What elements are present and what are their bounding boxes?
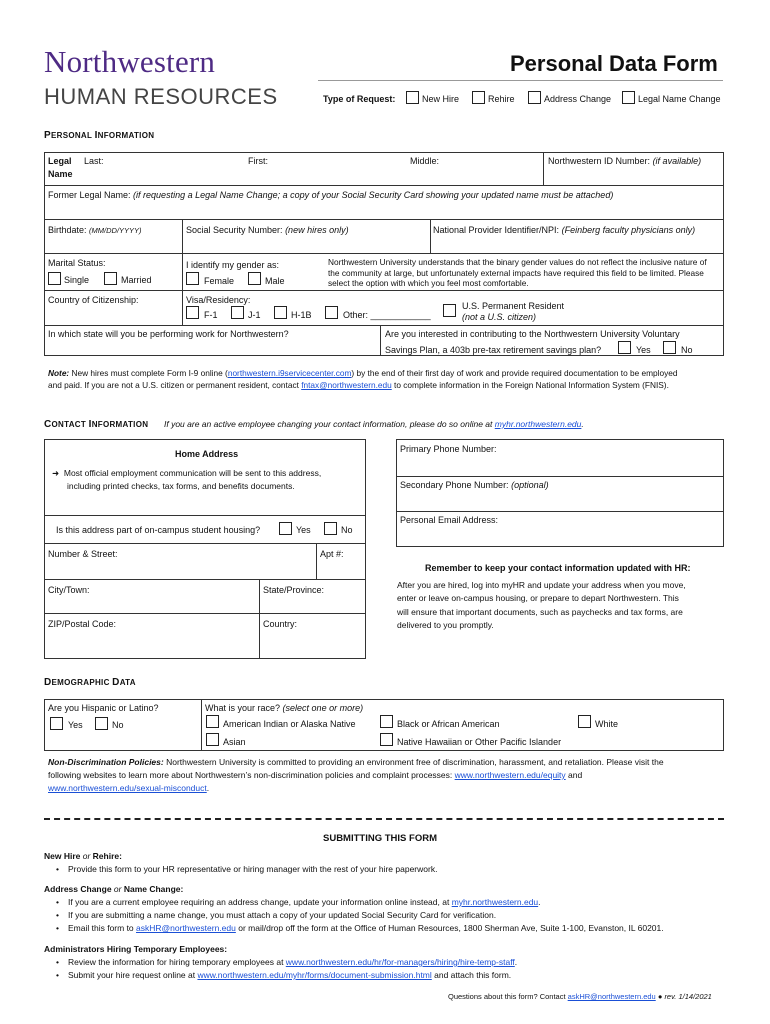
savings-plan-question-2: Savings Plan, a 403b pre-tax retirement savings plan? (385, 345, 602, 355)
campus-no-label: No (341, 525, 353, 535)
address-change-checkbox[interactable] (528, 91, 541, 104)
single-label: Single (64, 275, 90, 285)
female-label: Female (204, 276, 235, 286)
gender-note: Northwestern University understands that the binary gender values do not reflect the inclusive nature of the community at large, but unfortunately external impacts have required this field to be limited. Please select the option with which you feel most comfortable. (328, 257, 707, 288)
other-visa-field[interactable]: Other: ____________ (343, 310, 431, 320)
col-divider (182, 219, 183, 325)
visa-label: Visa/Residency: (186, 295, 251, 305)
row-divider (44, 185, 724, 186)
i9-link[interactable]: northwestern.i9servicecenter.com (227, 368, 352, 378)
race-american-indian-checkbox[interactable] (206, 715, 219, 728)
race-black-checkbox[interactable] (380, 715, 393, 728)
row-divider (396, 511, 724, 512)
former-legal-name-field[interactable]: Former Legal Name: (if requesting a Legal Name Change; a copy of your Social Security Card showing your updated name must be attached) (48, 190, 614, 200)
row-divider (44, 219, 724, 220)
middle-name-field[interactable]: Middle: (410, 156, 440, 166)
page-title: Personal Data Form (510, 51, 718, 76)
logo-human-resources: HUMAN RESOURCES (44, 84, 278, 109)
first-name-field[interactable]: First: (248, 156, 268, 166)
contact-info-heading: CONTACT INFORMATION (44, 419, 149, 430)
last-name-field[interactable]: Last: (84, 156, 104, 166)
document-submission-link[interactable]: www.northwestern.edu/myhr/forms/document-submission.html (197, 970, 432, 980)
birthdate-field[interactable]: Birthdate: (MM/DD/YYYY) (48, 225, 142, 235)
row-divider (44, 253, 724, 254)
row-divider (44, 515, 366, 516)
hispanic-yes-checkbox[interactable] (50, 717, 63, 730)
admin-instruction-1: • Review the information for hiring temporary employees at www.northwestern.edu/hr/for-managers/hiring/hire-temp-staff. (68, 957, 517, 967)
legal-name-change-label: Legal Name Change (638, 94, 721, 104)
male-checkbox[interactable] (248, 272, 261, 285)
newhire-instruction: • Provide this form to your HR representative or hiring manager with the rest of your hire paperwork. (68, 864, 437, 874)
col-divider (543, 152, 544, 185)
campus-yes-label: Yes (296, 525, 311, 535)
j1-checkbox[interactable] (231, 306, 244, 319)
campus-housing-question: Is this address part of on-campus student housing? (56, 525, 261, 535)
col-divider (259, 579, 260, 659)
race-asian-checkbox[interactable] (206, 733, 219, 746)
sexual-misconduct-link[interactable]: www.northwestern.edu/sexual-misconduct (48, 783, 207, 793)
j1-label: J-1 (248, 310, 261, 320)
col-divider (380, 325, 381, 356)
female-checkbox[interactable] (186, 272, 199, 285)
title-divider (318, 80, 723, 81)
h1b-label: H-1B (291, 310, 312, 320)
married-checkbox[interactable] (104, 272, 117, 285)
new-hire-label: New Hire (422, 94, 460, 104)
savings-plan-question: Are you interested in contributing to the Northwestern University Voluntary (385, 329, 680, 339)
savings-no-checkbox[interactable] (663, 341, 676, 354)
citizenship-field[interactable]: Country of Citizenship: (48, 295, 139, 305)
permanent-resident-checkbox[interactable] (443, 304, 456, 317)
type-of-request-label: Type of Request: (323, 94, 396, 104)
gender-label: I identify my gender as: (186, 260, 280, 270)
campus-no-checkbox[interactable] (324, 522, 337, 535)
new-hire-rehire-heading: New Hire or Rehire: (44, 851, 122, 861)
row-divider (44, 290, 724, 291)
ssn-field[interactable]: Social Security Number: (new hires only) (186, 225, 349, 235)
savings-no-label: No (681, 345, 693, 355)
npi-field[interactable]: National Provider Identifier/NPI: (Feinberg faculty physicians only) (433, 225, 696, 235)
f1-checkbox[interactable] (186, 306, 199, 319)
col-divider (201, 699, 202, 751)
race-question: What is your race? (select one or more) (205, 703, 364, 713)
race-white-label: White (595, 719, 619, 729)
state-of-work-field[interactable]: In which state will you be performing work for Northwestern? (48, 329, 289, 339)
f1-label: F-1 (204, 310, 218, 320)
arrow-icon: ➜ (52, 468, 60, 478)
nu-id-field[interactable]: Northwestern ID Number: (if available) (548, 156, 702, 166)
hispanic-no-label: No (112, 720, 124, 730)
race-asian-label: Asian (223, 737, 246, 747)
race-pacific-islander-label: Native Hawaiian or Other Pacific Islander (397, 737, 562, 747)
legal-label: Legal (48, 156, 72, 166)
remember-heading: Remember to keep your contact information updated with HR: (425, 563, 691, 573)
secondary-phone-field[interactable]: Secondary Phone Number: (optional) (400, 480, 549, 490)
i9-note: Note: New hires must complete Form I-9 online (northwestern.i9servicecenter.com) by the end of their first day of work and provide required documentation to be employed and paid. If you are not a U.S. citizen or permanent resident, contact fntax@northwestern.edu to complete information in the Foreign National Information System (FNIS). (48, 368, 678, 390)
home-address-heading: Home Address (175, 449, 239, 459)
cut-line (44, 818, 724, 820)
col-divider (430, 219, 431, 253)
permanent-resident-label: U.S. Permanent Resident (462, 301, 565, 311)
row-divider (44, 325, 724, 326)
address-name-change-heading: Address Change or Name Change: (44, 884, 184, 894)
legal-name-change-checkbox[interactable] (622, 91, 635, 104)
h1b-checkbox[interactable] (274, 306, 287, 319)
marital-status-label: Marital Status: (48, 258, 106, 268)
campus-yes-checkbox[interactable] (279, 522, 292, 535)
admin-instruction-2: • Submit your hire request online at www.northwestern.edu/myhr/forms/document-submission.html and attach this form. (68, 970, 511, 980)
savings-yes-label: Yes (636, 345, 651, 355)
state-province-field[interactable]: State/Province: (263, 585, 325, 595)
zip-field[interactable]: ZIP/Postal Code: (48, 619, 117, 629)
male-label: Male (265, 276, 285, 286)
married-label: Married (121, 275, 152, 285)
rehire-label: Rehire (488, 94, 515, 104)
home-address-note: ➜ Most official employment communication will be sent to this address, including printed checks, tax forms, and benefits documents. (52, 468, 322, 491)
footer: Questions about this form? Contact askHR@northwestern.edu ● rev. 1/14/2021 (448, 992, 712, 1001)
primary-phone-field[interactable]: Primary Phone Number: (400, 444, 497, 454)
remember-text: After you are hired, log into myHR and update your address when you move, enter or leave on-campus housing, or prepare to depart Northwestern. This will ensure that important documents, such as paychecks and tax forms, are delivered to you promptly. (397, 580, 686, 630)
personal-info-heading: PERSONAL INFORMATION (44, 130, 155, 141)
fntax-email-link[interactable]: fntax@northwestern.edu (301, 380, 392, 390)
race-black-label: Black or African American (397, 719, 500, 729)
race-pacific-islander-checkbox[interactable] (380, 733, 393, 746)
hire-temp-staff-link[interactable]: www.northwestern.edu/hr/for-managers/hiring/hire-temp-staff (285, 957, 515, 967)
country-field[interactable]: Country: (263, 619, 298, 629)
address-instruction-2: • If you are submitting a name change, you must attach a copy of your updated Social Security Card for verification. (68, 910, 496, 920)
savings-yes-checkbox[interactable] (618, 341, 631, 354)
apt-field[interactable]: Apt #: (320, 549, 344, 559)
row-divider (44, 543, 366, 544)
demographic-heading: DEMOGRAPHIC DATA (44, 677, 136, 688)
contact-info-note: If you are an active employee changing your contact information, please do so online at myhr.northwestern.edu. (164, 419, 584, 429)
address-instruction-3: • Email this form to askHR@northwestern.edu or mail/drop off the form at the Office of Human Resources, 1800 Sherman Ave, Suite 1-100, Evanston, IL 60201. (68, 923, 664, 933)
myhr-link-2[interactable]: myhr.northwestern.edu (451, 897, 539, 907)
row-divider (396, 476, 724, 477)
submitting-heading: SUBMITTING THIS FORM (323, 833, 437, 844)
non-discrimination-policy: Non-Discrimination Policies: Northwestern University is committed to providing an environment free of discrimination, harassment, and retaliation. Please visit the following websites to learn more about Northwestern’s non-discrimination policies and complaint processes: www.northwestern.edu/equity and www.northwestern.edu/sexual-misconduct. (48, 757, 664, 793)
col-divider (316, 543, 317, 579)
race-american-indian-label: American Indian or Alaska Native (223, 719, 356, 729)
row-divider (44, 579, 366, 580)
askhr-link[interactable]: askHR@northwestern.edu (136, 923, 236, 933)
myhr-link[interactable]: myhr.northwestern.edu (494, 419, 582, 429)
footer-askhr-link[interactable]: askHR@northwestern.edu (567, 992, 656, 1001)
rehire-checkbox[interactable] (472, 91, 485, 104)
row-divider (44, 613, 366, 614)
other-visa-checkbox[interactable] (325, 306, 338, 319)
phone-email-box (396, 439, 724, 547)
city-field[interactable]: City/Town: (48, 585, 90, 595)
street-field[interactable]: Number & Street: (48, 549, 118, 559)
new-hire-checkbox[interactable] (406, 91, 419, 104)
hispanic-yes-label: Yes (68, 720, 83, 730)
hispanic-question: Are you Hispanic or Latino? (48, 703, 159, 713)
single-checkbox[interactable] (48, 272, 61, 285)
permanent-resident-note: (not a U.S. citizen) (462, 312, 537, 322)
address-change-label: Address Change (544, 94, 612, 104)
personal-email-field[interactable]: Personal Email Address: (400, 515, 499, 525)
equity-link[interactable]: www.northwestern.edu/equity (454, 770, 566, 780)
admin-heading: Administrators Hiring Temporary Employees: (44, 944, 228, 954)
address-instruction-1: • If you are a current employee requiring an address change, update your information online instead, at myhr.northwestern.edu. (68, 897, 541, 907)
logo-northwestern: Northwestern (44, 44, 216, 79)
name-label: Name (48, 169, 73, 179)
hispanic-no-checkbox[interactable] (95, 717, 108, 730)
race-white-checkbox[interactable] (578, 715, 591, 728)
